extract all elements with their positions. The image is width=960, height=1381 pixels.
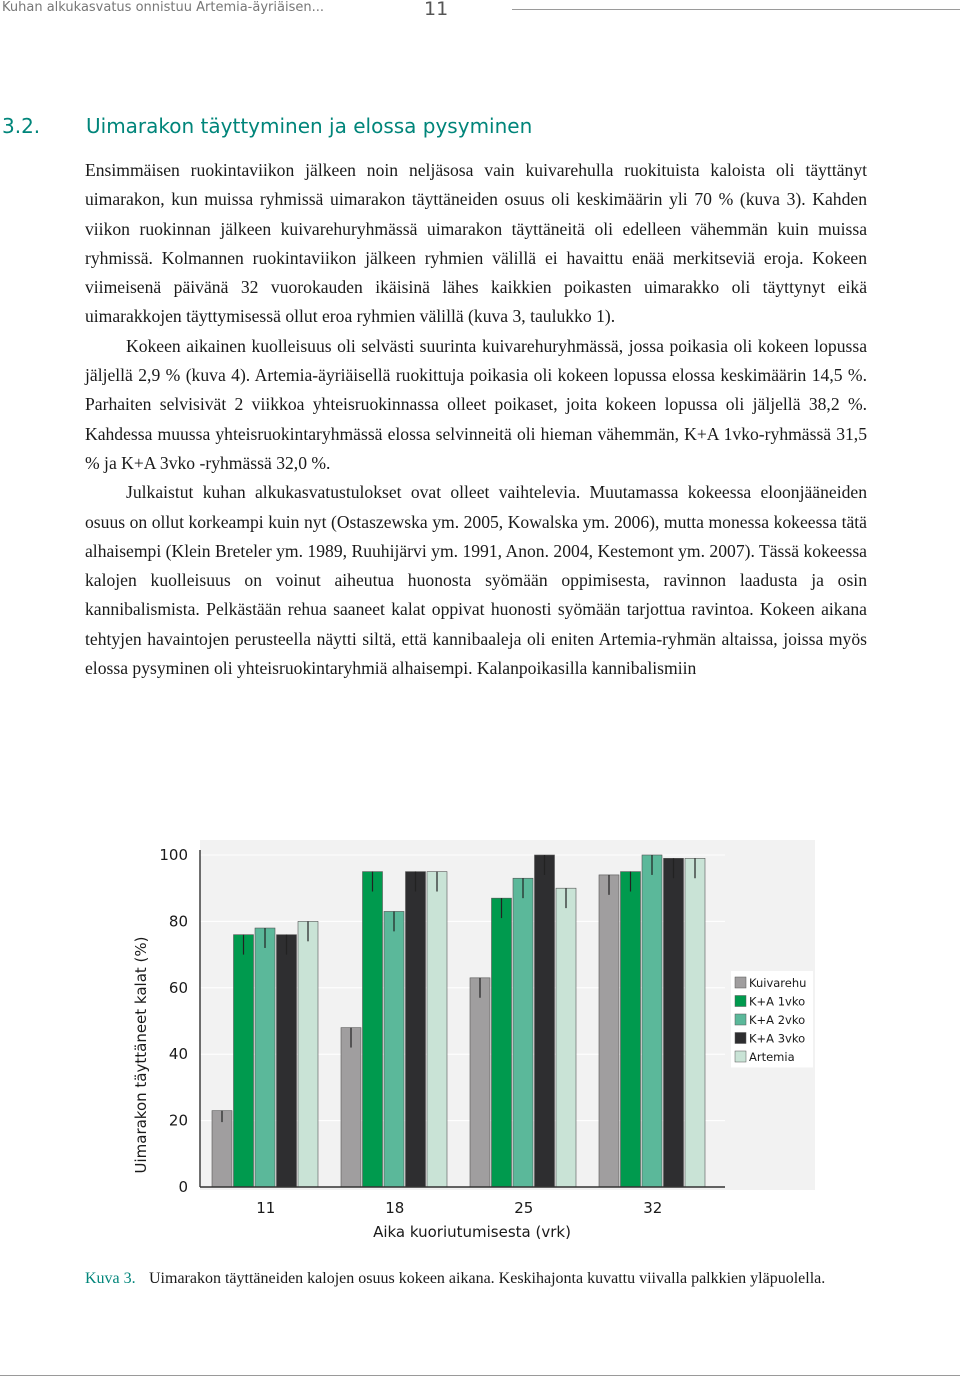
legend-label: K+A 3vko [749, 1031, 806, 1046]
y-tick-label: 0 [178, 1178, 188, 1196]
y-tick-label: 40 [168, 1045, 188, 1064]
bar-chart [120, 835, 820, 1255]
section-heading [0, 114, 960, 144]
bar [298, 921, 318, 1187]
page-number: 11 [424, 0, 449, 20]
header-rule [512, 9, 960, 10]
y-tick-label: 100 [159, 846, 188, 864]
y-tick-label: 20 [168, 1111, 188, 1130]
bar [492, 898, 512, 1187]
y-axis-label: Uimarakon täyttäneet kalat (%) [132, 936, 150, 1174]
bar [427, 872, 447, 1187]
running-header [0, 0, 960, 30]
caption-label: Kuva 3. [85, 1270, 136, 1287]
paragraph: Julkaistut kuhan alkukasvatustulokset ovat olleet vaihtelevia. Muutamassa kokeessa eloonjääneiden osuus on ollut korkeampi kuin nyt (Ostaszewska ym. 2005, Kowalska ym. 2006), mutta monessa kokeessa tätä alhaisempi (Klein Breteler ym. 1989, Ruuhijärvi ym. 1991, Anon. 2004, Kestemont ym. 2007). Tässä kokeessa kalojen kuolleisuus on voinut aiheutua huonosta syömään oppimisesta, ravinnon laadusta ja osin kannibalismista. Pelkästään rehua saaneet kalat oppivat huonosti syömään tarjottua ravintoa. Kokeen aikana tehtyjen havaintojen perusteella näytti siltä, että kannibaaleja oli eniten Artemia-ryhmän altaissa, joissa myös elossa pysyminen oli yhteisruokintaryhmiä alhaisempi. Kalanpoikasilla kannibalismiin [85, 482, 867, 679]
x-tick-label: 11 [256, 1199, 276, 1217]
legend-label: K+A 2vko [749, 1013, 806, 1027]
legend-swatch [735, 1033, 746, 1044]
bar [406, 872, 426, 1187]
bar [664, 858, 684, 1187]
footer-rule [0, 1375, 960, 1376]
body-text [85, 156, 867, 683]
bar [535, 855, 555, 1187]
running-title: Kuhan alkukasvatus onnistuu Artemia-äyriäisen... [2, 0, 324, 15]
legend-swatch [735, 977, 746, 988]
bar [642, 855, 662, 1187]
bar [513, 878, 533, 1187]
legend-label: K+A 1vko [749, 994, 806, 1009]
x-tick-label: 18 [385, 1199, 405, 1217]
legend-label: Artemia [749, 1050, 795, 1064]
bar [556, 888, 576, 1187]
bar [384, 911, 404, 1187]
caption-text: Uimarakon täyttäneiden kalojen osuus kokeen aikana. Keskihajonta kuvattu viivalla palkkien yläpuolella. [149, 1270, 826, 1287]
y-tick-label: 80 [168, 912, 188, 931]
bar [363, 872, 383, 1187]
legend-swatch [735, 1014, 746, 1025]
bar [685, 858, 705, 1187]
legend-label: Kuivarehu [749, 976, 807, 990]
paragraph: Kokeen aikainen kuolleisuus oli selvästi suurinta kuivarehuryhmässä, jossa poikasia oli kokeen lopussa jäljellä 2,9 % (kuva 4). Artemia-äyriäisellä ruokittuja poikasia oli kokeen lopussa elossa keskimäärin 14,5 %. Parhaiten selvisivät 2 viikkoa yhteisruokinnassa olleet poikaset, joita kokeen lopussa oli jäljellä 38,2 %. Kahdessa muussa yhteisruokintaryhmässä elossa selvinneitä oli hieman vähemmän, K+A 1vko-ryhmässä 31,5 % ja K+A 3vko -ryhmässä 32,0 %. [85, 335, 867, 473]
bar [470, 978, 490, 1187]
y-tick-label: 60 [168, 978, 188, 997]
legend-swatch [735, 996, 746, 1007]
legend-swatch [735, 1051, 746, 1062]
x-tick-label: 25 [514, 1199, 534, 1217]
bar [277, 935, 297, 1187]
bar [621, 872, 641, 1187]
bar [255, 928, 275, 1187]
bar-chart-svg [120, 835, 820, 1255]
x-axis-label: Aika kuoriutumisesta (vrk) [373, 1223, 571, 1241]
bar [234, 935, 254, 1187]
bar [341, 1028, 361, 1187]
bar [599, 875, 619, 1187]
paragraph: Ensimmäisen ruokintaviikon jälkeen noin neljäsosa vain kuivarehulla ruokituista kaloista oli täyttänyt uimarakon, kun muissa ryhmissä uimarakon täyttäneiden osuus oli keskimäärin yli 70 % (kuva 3). Kahden viikon ruokinnan jälkeen kuivarehuryhmässä uimarakon täyttäneitä oli edelleen vähemmän kuin muissa ryhmissä. Kolmannen ruokintaviikon jälkeen ryhmien välillä ei havaittu enää merkitseviä eroja. Kokeen viimeisenä päivänä 32 vuorokauden ikäisinä lähes kaikkien poikasten uimarakko oli täyttynyt eikä uimarakkojen täyttymisessä ollut eroa ryhmien välillä (kuva 3, taulukko 1). [85, 160, 867, 327]
section-number: 3.2. [2, 114, 41, 138]
x-tick-label: 32 [643, 1199, 663, 1217]
section-title: Uimarakon täyttyminen ja elossa pysyminen [86, 114, 533, 138]
